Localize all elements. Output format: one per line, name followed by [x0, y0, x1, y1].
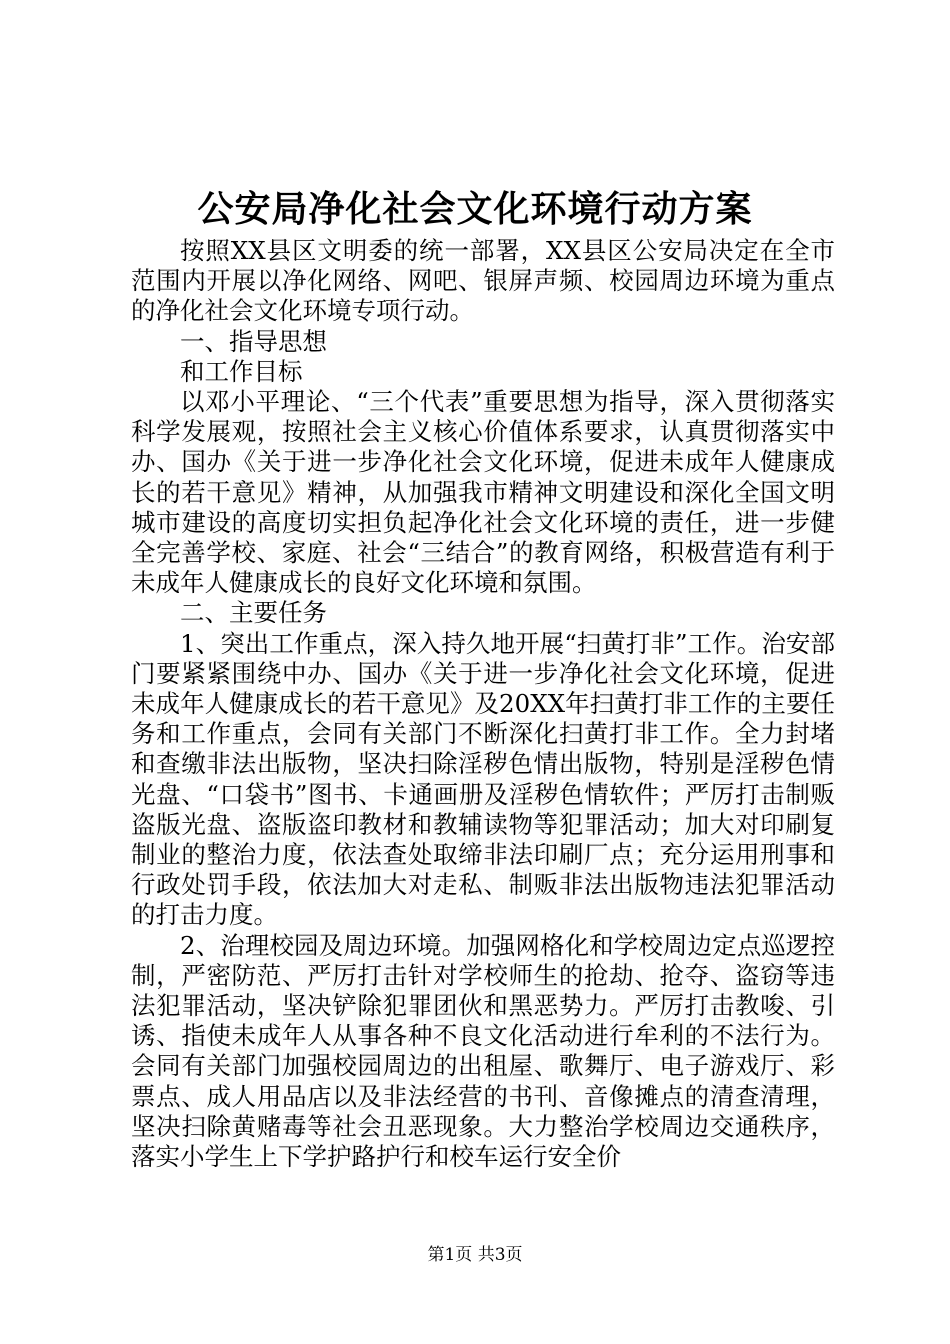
task-2-paragraph: 2、治理校园及周边环境。加强网格化和学校周边定点巡逻控制，严密防范、严厉打击针对学校师生的抢劫、抢夺、盗窃等违法犯罪活动，坚决铲除犯罪团伙和黑恶势力。严厉打击教唆、引诱、指使未成年人从事各种不良文化活动进行牟利的不法行为。会同有关部门加强校园周边的出租屋、歌舞厅、电子游戏厅、彩票点、成人用品店以及非法经营的书刊、音像摊点的清查清理，坚决扫除黄赌毒等社会丑恶现象。大力整治学校周边交通秩序，落实小学生上下学护路护行和校车运行安全价: [131, 930, 835, 1172]
document-body: [131, 236, 835, 1172]
guiding-ideology-paragraph: 以邓小平理论、“三个代表”重要思想为指导，深入贯彻落实科学发展观，按照社会主义核心价值体系要求，认真贯彻落实中办、国办《关于进一步净化社会文化环境，促进未成年人健康成长的若干意见》精神，从加强我市精神文明建设和深化全国文明城市建设的高度切实担负起净化社会文化环境的责任，进一步健全完善学校、家庭、社会“三结合”的教育网络，积极营造有利于未成年人健康成长的良好文化环境和氛围。: [131, 387, 835, 598]
task-1-paragraph: 1、突出工作重点，深入持久地开展“扫黄打非”工作。治安部门要紧紧围绕中办、国办《关于进一步净化社会文化环境，促进未成年人健康成长的若干意见》及20XX年扫黄打非工作的主要任务和工作重点，会同有关部门不断深化扫黄打非工作。全力封堵和查缴非法出版物，坚决扫除淫秽色情出版物，特别是淫秽色情光盘、“口袋书”图书、卡通画册及淫秽色情软件；严厉打击制贩盗版光盘、盗版盗印教材和教辅读物等犯罪活动；加大对印刷复制业的整治力度，依法查处取缔非法印刷厂点；充分运用刑事和行政处罚手段，依法加大对走私、制贩非法出版物违法犯罪活动的打击力度。: [131, 628, 835, 930]
section-heading-work-goals: 和工作目标: [180, 356, 303, 386]
section-heading-main-tasks: 二、主要任务: [180, 598, 327, 628]
document-title: 公安局净化社会文化环境行动方案: [197, 188, 753, 230]
section-heading-guiding-ideology: 一、指导思想: [180, 326, 327, 356]
intro-paragraph: 按照XX县区文明委的统一部署，XX县区公安局决定在全市范围内开展以净化网络、网吧、银屏声频、校园周边环境为重点的净化社会文化环境专项行动。: [131, 236, 835, 326]
page-number-footer: 第1页 共3页: [427, 1245, 523, 1265]
